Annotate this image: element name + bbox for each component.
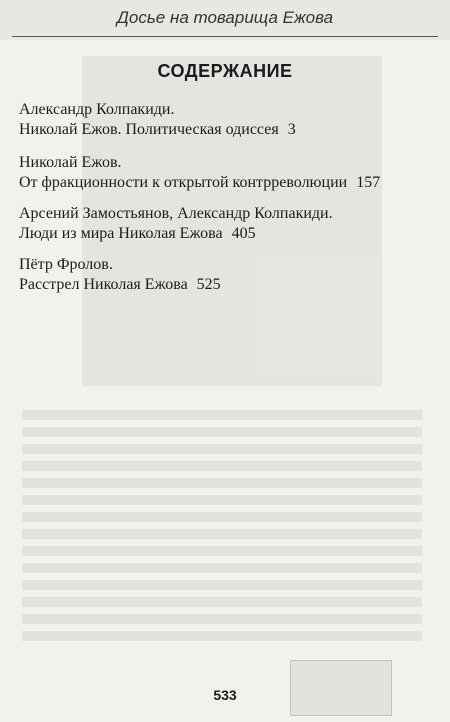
toc-entry-line <box>19 224 399 244</box>
toc-entry-title: Николай Ежов. Политическая одиссея <box>19 121 279 138</box>
toc-entry <box>19 255 399 295</box>
toc-entry-author: Арсений Замостьянов, Александр Колпакиди. <box>19 205 333 222</box>
toc-entry-page: 157 <box>356 174 381 191</box>
toc-entry-title: Люди из мира Николая Ежова <box>19 225 223 242</box>
bleed-through-text <box>22 410 422 648</box>
toc-entry-page: 3 <box>287 121 296 138</box>
toc-entry-title: Расстрел Николая Ежова <box>19 276 188 293</box>
page-number: 533 <box>213 687 237 703</box>
toc-title: СОДЕРЖАНИЕ <box>157 61 293 81</box>
toc-entry-page: 525 <box>196 276 221 293</box>
toc-entry <box>19 100 399 140</box>
toc-entry-author: Александр Колпакиди. <box>19 101 175 118</box>
toc-entry-title: От фракционности к открытой контрреволюции <box>19 174 348 191</box>
toc-entry-author: Николай Ежов. <box>19 154 122 171</box>
header-divider <box>12 36 438 37</box>
toc-entry-author: Пётр Фролов. <box>19 256 113 273</box>
toc-entry <box>19 153 399 193</box>
running-header <box>0 0 450 40</box>
toc-entry <box>19 204 399 244</box>
toc-entry-line <box>19 173 399 193</box>
toc-entry-page: 405 <box>231 225 256 242</box>
toc-entry-line <box>19 275 399 295</box>
running-title: Досье на товарища Ежова <box>116 8 334 27</box>
toc-entry-line <box>19 120 399 140</box>
